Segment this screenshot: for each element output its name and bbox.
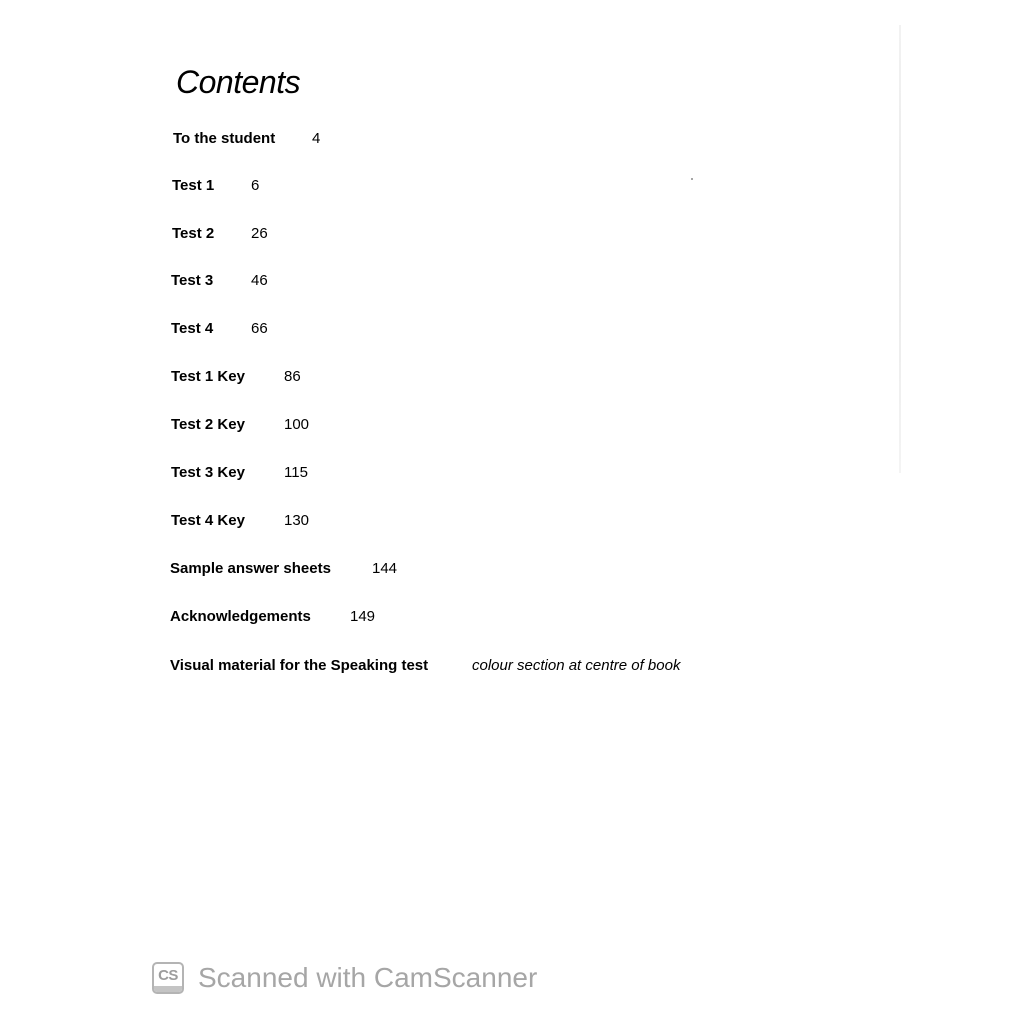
toc-entry-label: Test 2 Key [171, 416, 245, 433]
toc-entry-page: 144 [372, 560, 398, 577]
toc-entry-page: 4 [312, 130, 321, 147]
toc-entry-location-note: colour section at centre of book [472, 657, 681, 674]
toc-entry-label: Test 1 Key [171, 368, 245, 385]
toc-entry-label: Test 2 [172, 225, 215, 242]
toc-entry-page: 6 [251, 177, 260, 194]
toc-entry-label: Test 4 Key [171, 512, 245, 529]
toc-entry-page: 100 [284, 416, 310, 433]
scan-speck [691, 178, 693, 180]
toc-entry-label: Test 4 [171, 320, 214, 337]
toc-entry-page: 130 [284, 512, 310, 529]
watermark-text: Scanned with CamScanner [198, 962, 538, 993]
toc-entry-label: To the student [173, 130, 276, 147]
toc-entry-page: 115 [284, 464, 308, 481]
toc-entry-label: Test 3 Key [171, 464, 245, 481]
toc-entry-page: 26 [251, 225, 268, 242]
camscanner-logo-icon [152, 962, 184, 994]
toc-entry-page: 149 [350, 608, 376, 625]
camscanner-logo-bar [154, 986, 182, 992]
toc-entry-label: Test 3 [171, 272, 214, 289]
toc-entry-label: Sample answer sheets [170, 560, 331, 577]
page-edge-shadow [899, 25, 901, 473]
toc-entry-page: 46 [251, 272, 268, 289]
camscanner-logo-text: CS [158, 967, 178, 984]
page-title: Contents [176, 64, 301, 100]
toc-entry-label: Visual material for the Speaking test [170, 657, 429, 674]
toc-entry-label: Acknowledgements [170, 608, 311, 625]
toc-entry-page: 86 [284, 368, 301, 385]
toc-entry-label: Test 1 [172, 177, 215, 194]
toc-entry-page: 66 [251, 320, 268, 337]
